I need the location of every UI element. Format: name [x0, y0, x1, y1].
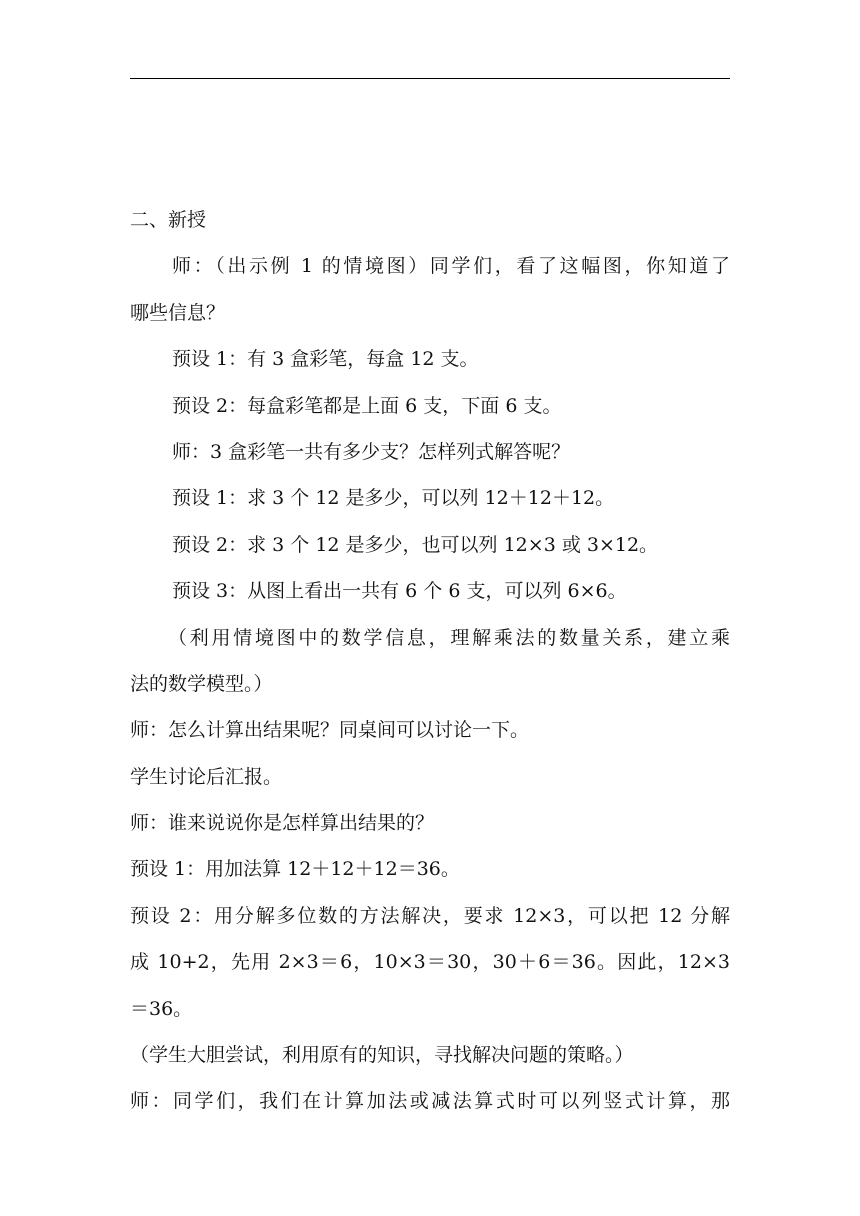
paragraph-line: 预设 2：每盒彩笔都是上面 6 支，下面 6 支。 — [172, 394, 562, 417]
paragraph-line: 师：怎么计算出结果呢？同桌间可以讨论一下。 — [130, 719, 530, 742]
paragraph-line: 预设 1：求 3 个 12 是多少，可以列 12＋12＋12。 — [172, 487, 615, 510]
paragraph-line: （学生大胆尝试，利用原有的知识，寻找解决问题的策略。） — [130, 1044, 634, 1067]
paragraph-line: ＝36。 — [130, 997, 193, 1020]
paragraph-line: 师：3 盒彩笔一共有多少支？怎样列式解答呢？ — [172, 440, 571, 463]
paragraph-line: 成 10+2，先用 2×3＝6，10×3＝30，30＋6＝36。因此，12×3 — [130, 951, 730, 974]
paragraph-line: 师：谁来说说你是怎样算出结果的？ — [130, 812, 435, 835]
paragraph-line: 哪些信息？ — [130, 301, 226, 324]
section-heading: 二、新授 — [130, 209, 207, 231]
paragraph-line: 预设 2：求 3 个 12 是多少，也可以列 12×3 或 3×12。 — [172, 533, 659, 556]
paragraph-line: （利用情境图中的数学信息，理解乘法的数量关系，建立乘 — [168, 626, 730, 649]
paragraph-line: 法的数学模型。） — [130, 672, 273, 695]
paragraph-line: 师：（出示例 1 的情境图）同学们，看了这幅图，你知道了 — [172, 255, 730, 278]
header-rule — [130, 78, 730, 79]
document-body — [130, 197, 730, 1125]
paragraph-line: 师：同学们，我们在计算加法或减法算式时可以列竖式计算，那 — [130, 1090, 730, 1113]
paragraph-line: 预设 3：从图上看出一共有 6 个 6 支，可以列 6×6。 — [172, 580, 627, 603]
paragraph-line: 预设 2：用分解多位数的方法解决，要求 12×3，可以把 12 分解 — [130, 904, 730, 927]
paragraph-line: 预设 1：用加法算 12＋12＋12＝36。 — [130, 858, 460, 881]
paragraph-line: 学生讨论后汇报。 — [130, 765, 283, 788]
paragraph-line: 预设 1：有 3 盒彩笔，每盒 12 支。 — [172, 348, 479, 371]
